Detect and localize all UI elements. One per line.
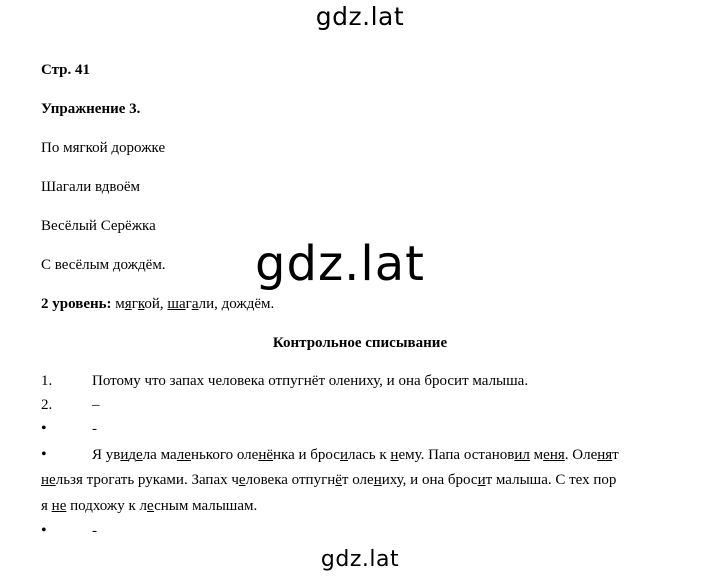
word-part: м <box>111 296 125 312</box>
paragraph-line-2 <box>41 472 616 489</box>
underlined-letter: а <box>191 296 199 312</box>
page-reference: Стр. 41 <box>41 62 91 78</box>
bullet-marker: • <box>41 522 47 539</box>
poem-line-2: Шагали вдвоём <box>41 179 140 195</box>
underlined-letter: ё <box>335 472 342 488</box>
paragraph-line-3 <box>41 498 257 515</box>
text-part: т <box>612 447 619 463</box>
underlined-letter: а <box>178 296 186 312</box>
underlined-letter: и <box>477 472 486 488</box>
bullet-marker: • <box>41 420 47 437</box>
underlined-letter: е <box>543 447 550 463</box>
exercise-title: Упражнение 3. <box>41 101 141 117</box>
underlined-letter: е <box>59 498 67 514</box>
text-part: иху, и она брос <box>381 472 478 488</box>
underlined-letter: е <box>147 498 155 514</box>
underlined-letter: н <box>41 472 50 488</box>
underlined-letter: я <box>605 447 613 463</box>
word-part: г <box>185 296 192 312</box>
text-part: Я ув <box>92 447 121 463</box>
underlined-letter: к <box>137 296 145 312</box>
list-item-number: 2. <box>41 397 53 413</box>
underlined-letter: ё <box>266 447 274 463</box>
underlined-letter: н <box>51 498 60 514</box>
level2-line <box>41 296 274 313</box>
text-part: д <box>128 447 137 463</box>
underlined-letter: я <box>124 296 132 312</box>
underlined-letter: и <box>339 447 348 463</box>
list-item-text: Потому что запах человека отпугнёт олениху, и она бросит малыша. <box>92 373 529 389</box>
underlined-letter: л <box>176 447 185 463</box>
list-item-text: – <box>92 397 100 413</box>
word-part: дож <box>221 296 247 312</box>
text-part: ему. Папа останов <box>398 447 515 463</box>
bullet-text: - <box>92 523 97 539</box>
text-part: нького оле <box>190 447 259 463</box>
text-part: м <box>533 447 544 463</box>
underlined-letter: д <box>246 296 255 312</box>
underlined-letter: е <box>136 447 143 463</box>
word-part: ой, <box>144 296 168 312</box>
text-part: ла ма <box>142 447 177 463</box>
underlined-letter: ш <box>167 296 179 312</box>
text-part: подхожу к л <box>66 498 148 514</box>
text-part: т малыша. С тех пор <box>485 472 617 488</box>
bullet-text: - <box>92 421 97 437</box>
text-part: ловека отпугн <box>245 472 336 488</box>
underlined-letter: е <box>184 447 191 463</box>
text-part: сным малышам. <box>154 498 258 514</box>
bullet-marker: • <box>41 446 47 463</box>
underlined-letter: е <box>49 472 56 488</box>
underlined-letter: е <box>238 472 246 488</box>
word-part: ём. <box>254 296 275 312</box>
poem-line-4: С весёлым дождём. <box>41 257 166 273</box>
level2-label: 2 уровень: <box>41 296 112 312</box>
word-part: г <box>131 296 138 312</box>
word-part: ли, <box>198 296 222 312</box>
list-item-number: 1. <box>41 373 53 389</box>
underlined-letter: н <box>597 447 606 463</box>
text-part: . Оле <box>564 447 598 463</box>
text-part: лась к <box>347 447 391 463</box>
section-title: Контрольное списывание <box>272 335 448 351</box>
underlined-letter: н <box>258 447 267 463</box>
poem-line-3: Весёлый Серёжка <box>41 218 156 234</box>
watermark-top: gdz.lat <box>315 2 405 31</box>
text-part: т оле <box>341 472 374 488</box>
poem-line-1: По мягкой дорожке <box>41 140 166 156</box>
paragraph-line-1 <box>92 447 619 464</box>
underlined-letter: ил <box>514 447 530 463</box>
text-part: я <box>41 498 52 514</box>
text-part: льзя трогать руками. Запах ч <box>55 472 239 488</box>
watermark-bottom: gdz.lat <box>320 547 400 572</box>
underlined-letter: н <box>373 472 382 488</box>
underlined-letter: и <box>120 447 129 463</box>
watermark-middle: gdz.lat <box>255 236 425 292</box>
text-part: нка и брос <box>273 447 340 463</box>
underlined-letter: ня <box>549 447 565 463</box>
underlined-letter: н <box>390 447 399 463</box>
